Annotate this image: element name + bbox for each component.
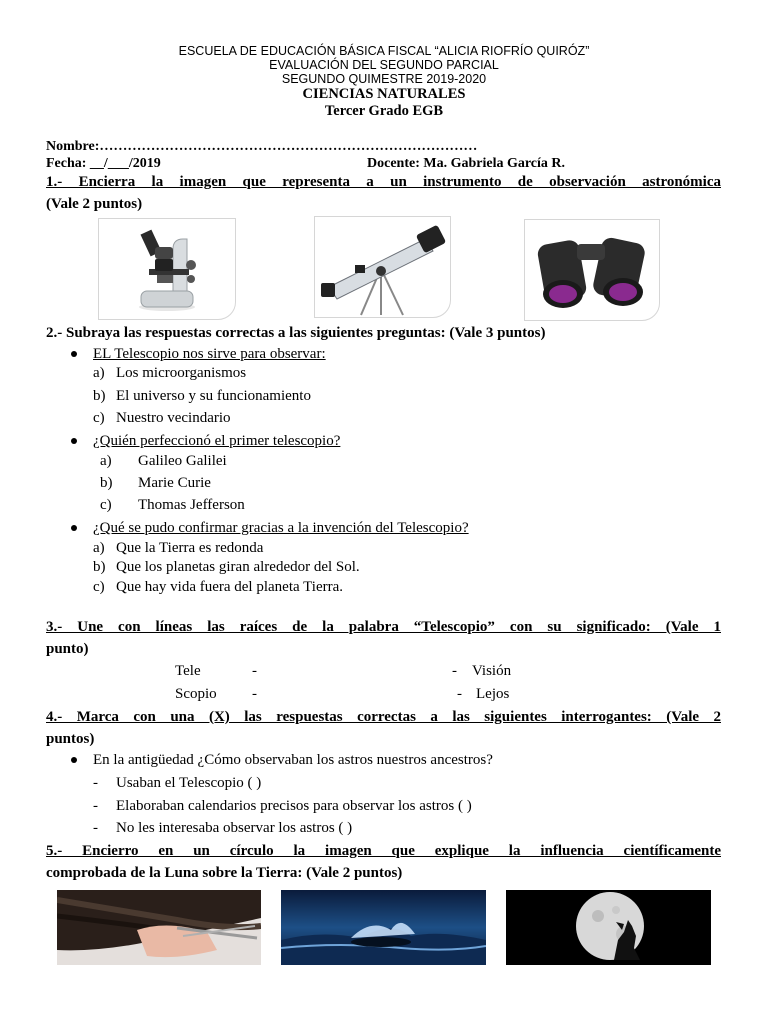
q4-option-1-dash: -	[93, 775, 98, 791]
q2-question-2: ¿Quién perfeccionó el primer telescopio?	[93, 433, 341, 449]
q2-q1-option-c: Nuestro vecindario	[116, 410, 231, 426]
bullet-icon	[71, 351, 77, 357]
bullet-icon	[71, 525, 77, 531]
telescope-image[interactable]	[314, 216, 451, 318]
q2-question-3: ¿Qué se pudo confirmar gracias a la invención del Telescopio?	[93, 520, 469, 536]
q2-question-1: EL Telescopio nos sirve para observar:	[93, 346, 326, 362]
q2-q1-option-a-letter: a)	[93, 365, 105, 381]
question-1-line-2: (Vale 2 puntos)	[46, 196, 143, 212]
question-4-line-2: puntos)	[46, 731, 95, 747]
meaning-lejos: Lejos	[476, 686, 510, 702]
question-3-line-1: 3.- Une con líneas las raíces de la palabra “Telescopio” con su significado: (Vale 1	[46, 619, 721, 635]
question-2-line: 2.- Subraya las respuestas correctas a las siguientes preguntas: (Vale 3 puntos)	[46, 325, 546, 341]
q2-q2-option-c: Thomas Jefferson	[138, 497, 245, 513]
school-name: ESCUELA DE EDUCACIÓN BÁSICA FISCAL “ALICIA RIOFRÍO QUIRÓZ”	[178, 44, 590, 58]
question-1-title	[46, 171, 721, 215]
bullet-icon	[71, 438, 77, 444]
bullet-icon	[71, 757, 77, 763]
q2-q3-option-b-letter: b)	[93, 559, 106, 575]
date-field-label: Fecha: __/___/2019	[46, 156, 161, 171]
question-3-title	[46, 616, 721, 660]
q4-option-3-dash: -	[93, 820, 98, 836]
q4-option-1: Usaban el Telescopio ( )	[116, 775, 262, 791]
q2-q3-option-a: Que la Tierra es redonda	[116, 540, 264, 556]
teacher-label: Docente: Ma. Gabriela García R.	[367, 156, 566, 171]
q2-q2-option-b: Marie Curie	[138, 475, 211, 491]
evaluation-title: EVALUACIÓN DEL SEGUNDO PARCIAL	[269, 58, 499, 72]
q2-q1-option-c-letter: c)	[93, 410, 105, 426]
binoculars-image[interactable]	[524, 219, 660, 321]
q2-q3-option-c-letter: c)	[93, 579, 105, 595]
root-scopio: Scopio	[175, 686, 217, 702]
q2-q1-option-b: El universo y su funcionamiento	[116, 388, 311, 404]
wolf-moon-image[interactable]	[506, 890, 711, 965]
q2-q2-option-a-letter: a)	[100, 453, 112, 469]
question-4-title	[46, 706, 721, 750]
microscope-image[interactable]	[98, 218, 236, 320]
q2-q3-option-c: Que hay vida fuera del planeta Tierra.	[116, 579, 343, 595]
root-tele-dash: -	[252, 663, 257, 679]
ocean-waves-image[interactable]	[281, 890, 486, 965]
question-2-title	[46, 322, 721, 344]
grade-title: Tercer Grado EGB	[324, 103, 444, 119]
q2-q3-option-b: Que los planetas giran alrededor del Sol.	[116, 559, 360, 575]
period-title: SEGUNDO QUIMESTRE 2019-2020	[281, 72, 487, 86]
q4-option-2-dash: -	[93, 798, 98, 814]
q4-option-2: Elaboraban calendarios precisos para observar los astros ( )	[116, 798, 472, 814]
meaning-vision: Visión	[472, 663, 512, 679]
q4-question: En la antigüedad ¿Cómo observaban los astros nuestros ancestros?	[93, 752, 493, 768]
q2-q2-option-c-letter: c)	[100, 497, 112, 513]
root-scopio-dash: -	[252, 686, 257, 702]
q2-q1-option-a: Los microorganismos	[116, 365, 247, 381]
question-5-title	[46, 840, 721, 884]
question-4-line-1: 4.- Marca con una (X) las respuestas correctas a las siguientes interrogantes: (Vale 2	[46, 709, 721, 725]
q2-q3-option-a-letter: a)	[93, 540, 105, 556]
question-5-line-1: 5.- Encierro en un círculo la imagen que explique la influencia científicamente	[46, 843, 721, 859]
hair-cutting-image[interactable]	[57, 890, 261, 965]
root-tele: Tele	[175, 663, 201, 679]
q4-option-3: No les interesaba observar los astros ( )	[116, 820, 353, 836]
name-field-label: Nombre:………………………………………………………………………	[46, 139, 478, 154]
meaning-lejos-dash: -	[457, 686, 462, 702]
q2-q2-option-a: Galileo Galilei	[138, 453, 227, 469]
question-3-line-2: punto)	[46, 641, 89, 657]
meaning-vision-dash: -	[452, 663, 457, 679]
question-5-line-2: comprobada de la Luna sobre la Tierra: (Vale 2 puntos)	[46, 865, 403, 881]
subject-title: CIENCIAS NATURALES	[302, 86, 466, 102]
question-1-line-1: 1.- Encierra la imagen que representa a un instrumento de observación astronómica	[46, 174, 721, 190]
q2-q2-option-b-letter: b)	[100, 475, 113, 491]
q2-q1-option-b-letter: b)	[93, 388, 106, 404]
